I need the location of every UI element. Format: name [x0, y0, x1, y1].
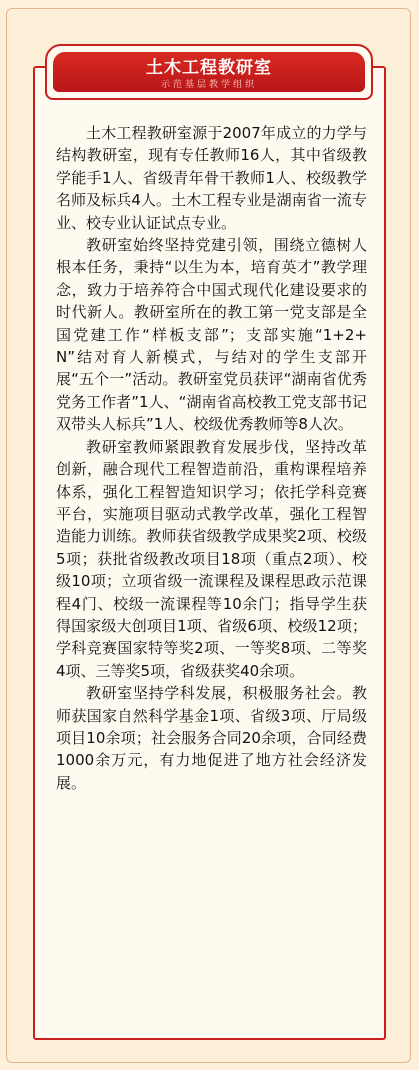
paragraph-party-building: 教研室始终坚持党建引领，围绕立德树人根本任务，秉持“以生为本，培育英才”教学理念，致力于培养符合中国式现代化建设要求的时代新人。教研室所在的教工第一党支部是全国党建工作“样板支部”；支部实施“1+2+N”结对育人新模式，与结对的学生支部开展“五个一”活动。教研室党员获评“湖南省优秀党务工作者”1人、“湖南省高校教工党支部书记双带头人标兵”1人、校级优秀教师等8人次。 — [56, 236, 367, 434]
paragraph-history: 土木工程教研室源于2007年成立的力学与结构教研室，现有专任教师16人，其中省级教学能手1人、省级青年骨干教师1人、校级教学名师及标兵4人。土木工程专业是湖南省一流专业、校专业认证试点专业。 — [56, 124, 367, 232]
page-subtitle: 示范基层教学组织 — [160, 80, 257, 90]
paragraph-teaching-reform: 教研室教师紧跟教育发展步伐，坚持改革创新，融合现代工程智造前沿，重构课程培养体系，强化工程智造知识学习；依托学科竞赛平台，实施项目驱动式教学改革，强化工程智造能力训练。教师获省级教学成果奖2项、校级5项；获批省级教改项目18项（重点2项）、校级10项；立项省级一流课程及课程思政示范课程4门、校级一流课程等10余门；指导学生获得国家级大创项目1项、省级6项、校级12项；学科竞赛国家特等奖2项、一等奖8项、二等奖4项、三等奖5项，省级获奖40余项。 — [56, 437, 367, 680]
paragraph-social-service: 教研室坚持学科发展，积极服务社会。教师获国家自然科学基金1项、省级3项、厅局级项目10余项；社会服务合同20余项，合同经费1000余万元，有力地促进了地方社会经济发展。 — [56, 684, 367, 792]
header-tab — [45, 44, 373, 100]
page-title: 土木工程教研室 — [146, 58, 272, 78]
header-band — [53, 52, 365, 92]
article-body — [56, 122, 367, 794]
